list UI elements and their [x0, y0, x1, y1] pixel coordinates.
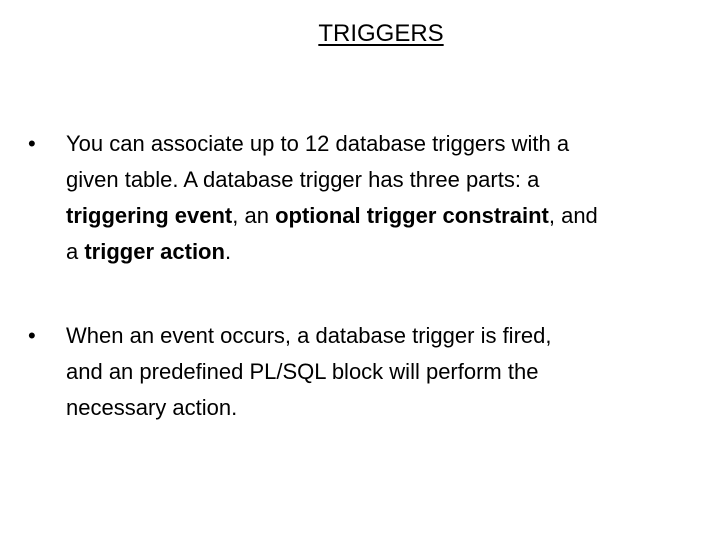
bullet-line — [66, 354, 714, 390]
bullet-line — [66, 234, 714, 270]
text-segment: given table. A database trigger has three parts: a — [66, 167, 540, 192]
text-segment: . — [224, 239, 232, 264]
bullet-line — [66, 162, 714, 198]
slide-title: TRIGGERS — [318, 20, 444, 47]
text-segment: necessary action. — [66, 395, 238, 420]
bullet-text — [66, 126, 714, 270]
bullet-line — [66, 390, 714, 426]
bullet-symbol: • — [28, 323, 36, 348]
bullet-line — [66, 126, 714, 162]
text-segment: , an — [232, 203, 276, 228]
text-segment: When an event occurs, a database trigger is fired, — [66, 323, 552, 348]
bold-term: triggering event — [66, 203, 233, 228]
text-segment: , and — [548, 203, 598, 228]
bullet-line — [66, 318, 714, 354]
bullet-line — [66, 198, 714, 234]
bullet-text — [66, 318, 714, 426]
bold-term: optional trigger constraint — [275, 203, 549, 228]
text-segment: a — [66, 239, 85, 264]
text-segment: and an predefined PL/SQL block will perform the — [66, 359, 539, 384]
bullet-symbol: • — [28, 131, 36, 156]
text-segment: You can associate up to 12 database triggers with a — [66, 131, 570, 156]
bold-term: trigger action — [84, 239, 225, 264]
